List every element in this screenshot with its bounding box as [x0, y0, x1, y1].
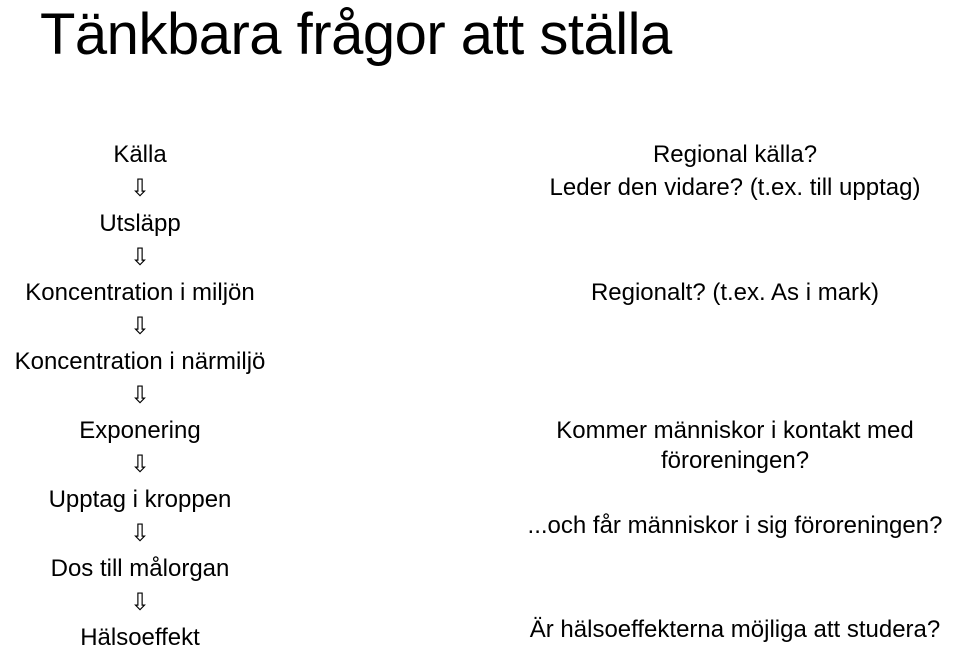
down-arrow-icon: ⇩ — [129, 450, 151, 478]
chain-step-environment-concentration: Koncentration i miljön — [25, 279, 255, 306]
note-spread-further: Leder den vidare? (t.ex. till upptag) — [549, 174, 921, 201]
chain-step-exposure: Exponering — [79, 417, 201, 444]
chain-step-local-concentration: Koncentration i närmiljö — [14, 348, 266, 375]
note-health-study: Är hälsoeffekterna möjliga att studera? — [529, 616, 941, 643]
down-arrow-icon: ⇩ — [129, 519, 151, 547]
note-contact-line2: föroreningen? — [660, 447, 810, 474]
down-arrow-icon: ⇩ — [129, 588, 151, 616]
down-arrow-icon: ⇩ — [129, 381, 151, 409]
chain-step-source: Källa — [113, 141, 167, 168]
note-contact-line1: Kommer människor i kontakt med — [556, 417, 914, 444]
chain-step-health-effect: Hälsoeffekt — [80, 624, 200, 651]
down-arrow-icon: ⇩ — [129, 174, 151, 202]
down-arrow-icon: ⇩ — [129, 243, 151, 271]
note-regional: Regionalt? (t.ex. As i mark) — [590, 279, 880, 306]
note-ingestion: ...och får människor i sig föroreningen? — [527, 512, 943, 539]
note-regional-source: Regional källa? — [652, 141, 818, 168]
chain-step-emission: Utsläpp — [99, 210, 181, 237]
chain-step-target-organ-dose: Dos till målorgan — [50, 555, 230, 582]
chain-step-uptake: Upptag i kroppen — [48, 486, 232, 513]
slide-title: Tänkbara frågor att ställa — [40, 2, 672, 67]
down-arrow-icon: ⇩ — [129, 312, 151, 340]
